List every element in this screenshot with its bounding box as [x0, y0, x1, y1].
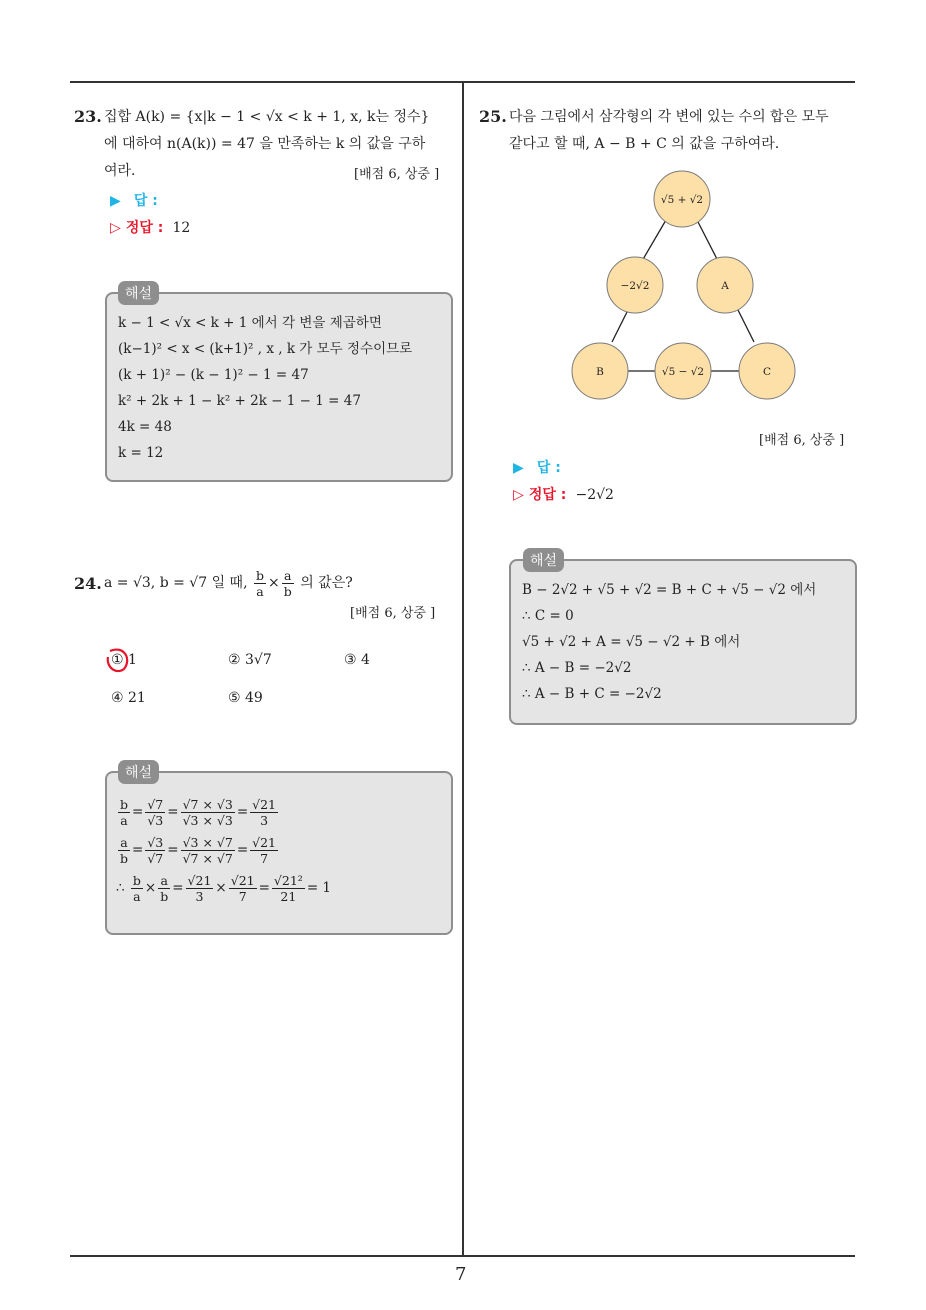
q24-score: [배점 6, 상중 ] [350, 606, 436, 621]
q23-correct-row [110, 217, 190, 237]
q24-sol-line-2: $\frac{a}{b}$ = $\frac{√3}{√7}$ = $\frac{√3 \times √7}{√7 \times √7}$ = $\frac{√21}{7}$ [120, 835, 277, 866]
node-bottom-right-label: C [762, 366, 772, 378]
q23-sol-line: (k−1)² < x < (k+1)² , x , k 가 모두 정수이므로 [118, 341, 413, 357]
q23-line3: 여라. [104, 163, 136, 179]
triangle-diagram [560, 165, 810, 405]
q24-frac-ba: $\frac{b}{a}$ [255, 567, 264, 599]
q23-sol-line: (k + 1)² − (k − 1)² − 1 = 47 [118, 367, 309, 383]
q23-line1: 집합 A(k) = {x|k − 1 < √x < k + 1, x, k는 정수} [104, 109, 430, 125]
edge-right-bottom [738, 310, 754, 342]
edge-left-bottom [612, 310, 628, 342]
correct-arrow-icon: ▷ [110, 220, 121, 236]
q25-sol-line: ∴ A − B = −2√2 [522, 660, 632, 676]
q23-solution-lines [118, 310, 412, 466]
q24-text-pre: a = √3, b = √7 일 때, [104, 575, 248, 591]
q25-sol-line: ∴ C = 0 [522, 608, 574, 624]
correct-arrow-icon: ▷ [513, 487, 524, 503]
q25-score: [배점 6, 상중 ] [759, 433, 845, 448]
q24-frac-ab: $\frac{a}{b}$ [283, 567, 292, 599]
bottom-rule [70, 1255, 855, 1257]
q24-sol-line-3: ∴ $\frac{b}{a}$ × $\frac{a}{b}$ = $\frac{√21}{3}$ × $\frac{√21}{7}$ = $\frac{\text{√21²}}{21}$ = 1 [116, 873, 332, 904]
edge-top-left [642, 220, 666, 261]
q25-sol-line: B − 2√2 + √5 + √2 = B + C + √5 − √2 에서 [522, 582, 817, 598]
q25-line1: 다음 그림에서 삼각형의 각 변에 있는 수의 합은 모두 [509, 109, 829, 125]
q24-solution-lines [116, 793, 331, 907]
q24-solution-tag: 해설 [118, 760, 159, 784]
q23-correct-value: 12 [172, 220, 191, 236]
q23-sol-line: 4k = 48 [118, 419, 172, 435]
q23-sol-line: k − 1 < √x < k + 1 에서 각 변을 제곱하면 [118, 315, 382, 331]
q25-correct-value: −2√2 [575, 487, 614, 503]
q25-number: 25. [479, 107, 507, 126]
q23-correct-label: 정답 : [125, 220, 164, 236]
node-left-mid-label: −2√2 [620, 280, 650, 292]
q23-sol-line: k = 12 [118, 445, 164, 461]
q23-line2: 에 대하여 n(A(k)) = 47 을 만족하는 k 의 값을 구하 [104, 136, 426, 152]
q25-answer-row [513, 457, 561, 477]
q25-sol-line: √5 + √2 + A = √5 − √2 + B 에서 [522, 634, 741, 650]
q23-number: 23. [74, 107, 102, 126]
q25-sol-line: ∴ A − B + C = −2√2 [522, 686, 662, 702]
q23-sol-line: k² + 2k + 1 − k² + 2k − 1 − 1 = 47 [118, 393, 361, 409]
choice-4[interactable]: ④ 21 [111, 690, 146, 706]
q25-solution-tag: 해설 [523, 548, 564, 572]
answer-arrow-icon: ▶ [110, 193, 121, 209]
q25-correct-label: 정답 : [528, 487, 567, 503]
node-bottom-left-label: B [596, 366, 604, 378]
q25-solution-lines [522, 577, 816, 707]
q23-score: [배점 6, 상중 ] [354, 167, 440, 182]
q23-solution-tag: 해설 [118, 281, 159, 305]
q24-question: a = √3, b = √7 일 때, $\frac{b}{a}$ × $\frac{a}{b}$ 의 값은? [104, 567, 353, 599]
column-divider [462, 82, 464, 1256]
choice-3[interactable]: ③ 4 [344, 652, 370, 668]
page-number: 7 [455, 1264, 467, 1285]
node-top-label: √5 + √2 [660, 194, 704, 206]
q23-answer-row [110, 190, 158, 210]
edge-top-right [697, 220, 718, 261]
q25-answer-label: 답 : [536, 460, 561, 476]
q24-sol-line-1: $\frac{b}{a}$ = $\frac{√7}{√3}$ = $\frac{√7 \times √3}{√3 \times √3}$ = $\frac{√21}{3}$ [120, 797, 277, 828]
q24-number: 24. [74, 574, 102, 593]
choice-1[interactable]: ① 1 [111, 652, 137, 668]
choice-5[interactable]: ⑤ 49 [228, 690, 263, 706]
node-right-mid-label: A [721, 280, 729, 292]
q24-text-post: 의 값은? [300, 575, 353, 591]
q25-line2: 같다고 할 때, A − B + C 의 값을 구하여라. [509, 136, 780, 152]
answer-arrow-icon: ▶ [513, 460, 524, 476]
node-bottom-mid-label: √5 − √2 [661, 366, 705, 378]
q23-answer-label: 답 : [133, 193, 158, 209]
q25-correct-row [513, 484, 614, 504]
choice-2[interactable]: ② 3√7 [228, 652, 272, 668]
